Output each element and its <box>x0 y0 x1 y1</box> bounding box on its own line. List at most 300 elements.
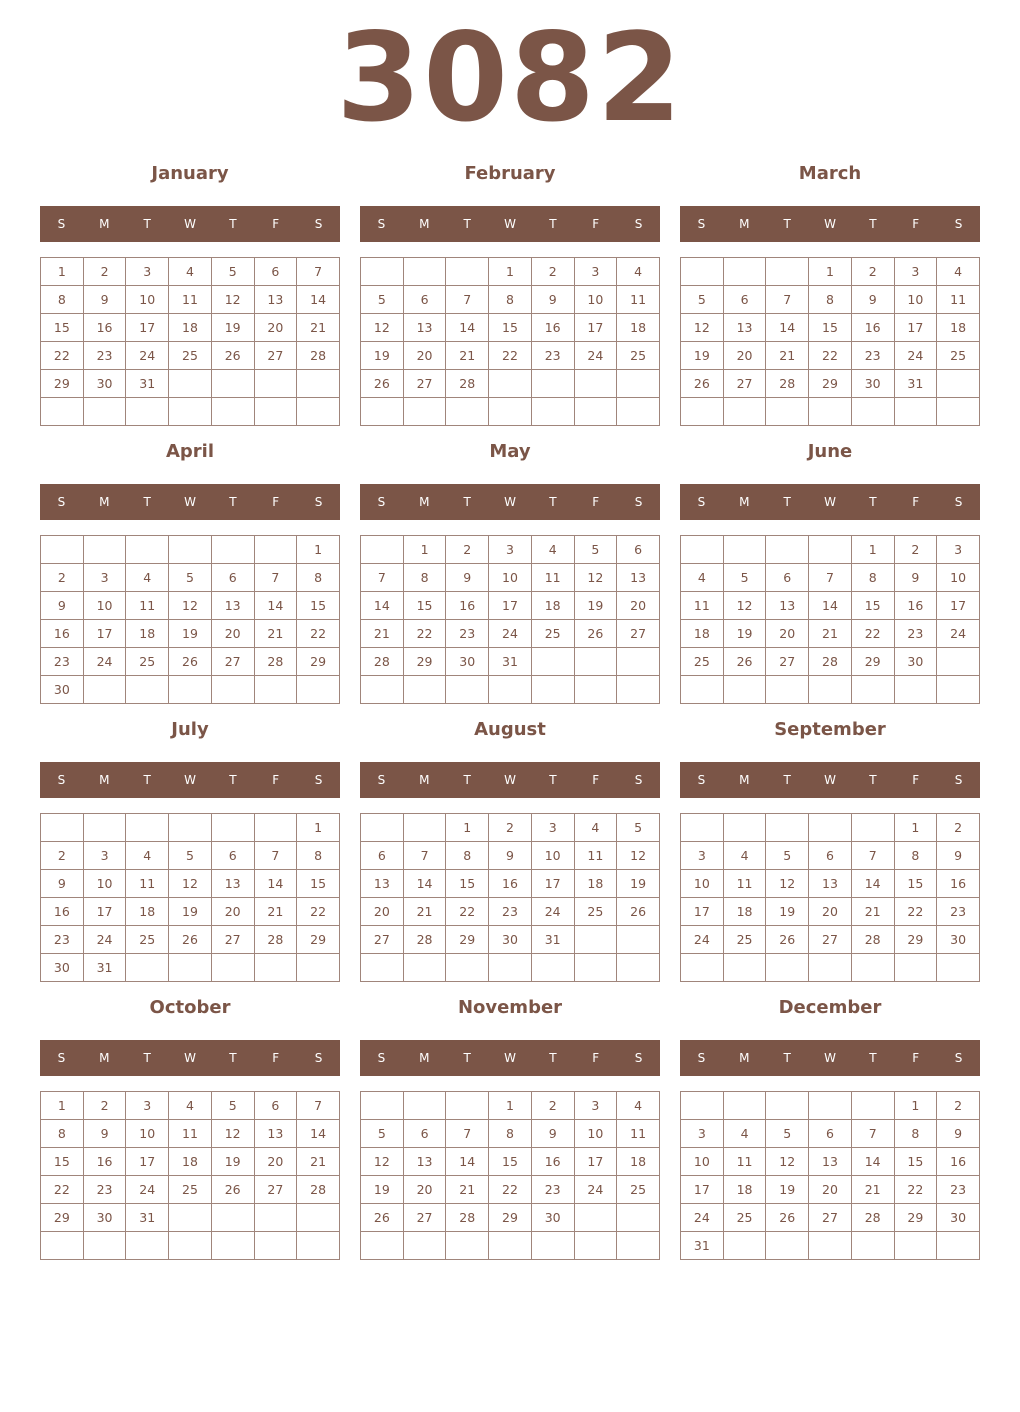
weekday-label: F <box>912 1051 920 1065</box>
day-cell: 17 <box>83 620 126 648</box>
day-cell <box>41 536 84 564</box>
day-cell <box>254 1232 297 1260</box>
day-cell: 17 <box>126 1148 169 1176</box>
day-cell <box>617 1232 660 1260</box>
weekday-label: F <box>272 773 280 787</box>
day-cell: 21 <box>254 620 297 648</box>
week-row <box>681 676 980 704</box>
day-cell: 1 <box>809 258 852 286</box>
day-cell: 19 <box>766 898 809 926</box>
week-row <box>41 370 340 398</box>
weekday-label: M <box>419 773 430 787</box>
weekday-header <box>360 206 660 242</box>
day-cell <box>809 954 852 982</box>
day-cell: 13 <box>211 870 254 898</box>
day-cell: 5 <box>681 286 724 314</box>
day-cell <box>403 1092 446 1120</box>
day-cell: 16 <box>851 314 894 342</box>
weekday-label: T <box>783 773 791 787</box>
day-cell: 26 <box>361 370 404 398</box>
day-cell: 8 <box>851 564 894 592</box>
day-cell: 31 <box>894 370 937 398</box>
week-row <box>361 1232 660 1260</box>
day-cell: 28 <box>297 1176 340 1204</box>
day-cell: 4 <box>531 536 574 564</box>
day-cell: 23 <box>851 342 894 370</box>
week-row <box>41 564 340 592</box>
week-row <box>361 258 660 286</box>
day-grid <box>40 257 340 426</box>
day-cell: 10 <box>83 870 126 898</box>
day-cell: 9 <box>83 286 126 314</box>
weekday-label: W <box>504 1051 516 1065</box>
day-cell: 29 <box>41 370 84 398</box>
day-cell: 7 <box>446 286 489 314</box>
day-cell: 28 <box>446 370 489 398</box>
day-cell: 12 <box>723 592 766 620</box>
day-cell <box>489 1232 532 1260</box>
day-cell: 24 <box>83 648 126 676</box>
day-cell: 25 <box>617 1176 660 1204</box>
day-cell <box>809 536 852 564</box>
day-cell: 8 <box>894 1120 937 1148</box>
day-cell: 2 <box>851 258 894 286</box>
day-cell: 7 <box>254 842 297 870</box>
day-cell: 19 <box>361 1176 404 1204</box>
day-cell: 21 <box>851 1176 894 1204</box>
weekday-label: T <box>143 217 151 231</box>
day-cell: 5 <box>211 1092 254 1120</box>
day-cell: 11 <box>169 1120 212 1148</box>
day-cell: 13 <box>254 286 297 314</box>
weekday-label: S <box>697 217 706 231</box>
day-cell: 16 <box>937 1148 980 1176</box>
day-cell: 15 <box>446 870 489 898</box>
day-cell <box>211 1204 254 1232</box>
week-row <box>41 314 340 342</box>
day-cell: 29 <box>851 648 894 676</box>
day-cell <box>489 370 532 398</box>
weekday-label: T <box>229 217 237 231</box>
day-cell: 24 <box>83 926 126 954</box>
weekday-label: T <box>463 217 471 231</box>
day-cell: 26 <box>169 648 212 676</box>
week-row <box>361 648 660 676</box>
day-cell <box>446 1092 489 1120</box>
day-cell: 14 <box>851 870 894 898</box>
month-name: September <box>774 719 886 740</box>
weekday-label: T <box>143 773 151 787</box>
day-cell: 30 <box>41 954 84 982</box>
day-cell: 21 <box>361 620 404 648</box>
day-cell <box>297 954 340 982</box>
day-cell: 3 <box>83 564 126 592</box>
day-cell: 8 <box>809 286 852 314</box>
day-cell <box>446 954 489 982</box>
day-cell: 26 <box>361 1204 404 1232</box>
weekday-label: S <box>377 495 386 509</box>
day-cell: 29 <box>894 1204 937 1232</box>
day-cell <box>403 814 446 842</box>
week-row <box>681 648 980 676</box>
day-cell: 29 <box>297 648 340 676</box>
day-cell: 25 <box>723 1204 766 1232</box>
day-cell: 7 <box>297 1092 340 1120</box>
day-cell: 6 <box>809 842 852 870</box>
day-cell <box>937 370 980 398</box>
week-row <box>361 370 660 398</box>
day-cell <box>809 1232 852 1260</box>
day-cell: 24 <box>681 1204 724 1232</box>
weekday-label: T <box>229 1051 237 1065</box>
day-cell: 11 <box>169 286 212 314</box>
week-row <box>681 1232 980 1260</box>
day-cell <box>446 258 489 286</box>
day-cell: 18 <box>126 620 169 648</box>
day-cell: 18 <box>169 314 212 342</box>
day-cell: 16 <box>489 870 532 898</box>
day-cell: 6 <box>254 258 297 286</box>
day-cell: 13 <box>809 1148 852 1176</box>
day-cell: 14 <box>851 1148 894 1176</box>
weekday-label: S <box>954 1051 963 1065</box>
day-cell: 2 <box>531 258 574 286</box>
day-cell: 6 <box>809 1120 852 1148</box>
day-cell: 24 <box>126 342 169 370</box>
day-grid <box>40 535 340 704</box>
day-cell: 11 <box>574 842 617 870</box>
day-cell: 3 <box>531 814 574 842</box>
weekday-label: S <box>57 495 66 509</box>
day-cell: 1 <box>297 814 340 842</box>
day-cell: 20 <box>766 620 809 648</box>
day-cell: 28 <box>766 370 809 398</box>
week-row <box>681 536 980 564</box>
week-row <box>681 370 980 398</box>
day-cell: 16 <box>531 1148 574 1176</box>
day-cell <box>766 1092 809 1120</box>
day-cell: 10 <box>574 1120 617 1148</box>
day-cell <box>169 814 212 842</box>
day-cell: 11 <box>617 1120 660 1148</box>
day-cell: 29 <box>809 370 852 398</box>
day-cell: 11 <box>126 870 169 898</box>
week-row <box>361 1204 660 1232</box>
day-cell: 19 <box>681 342 724 370</box>
day-cell: 30 <box>894 648 937 676</box>
day-cell: 3 <box>937 536 980 564</box>
day-cell <box>446 398 489 426</box>
day-cell: 22 <box>446 898 489 926</box>
day-cell: 29 <box>403 648 446 676</box>
weekday-label: S <box>57 1051 66 1065</box>
day-grid <box>40 1091 340 1260</box>
day-cell: 27 <box>361 926 404 954</box>
day-cell: 4 <box>126 842 169 870</box>
day-cell <box>766 258 809 286</box>
day-cell <box>254 1204 297 1232</box>
day-cell: 5 <box>361 286 404 314</box>
week-row <box>361 1092 660 1120</box>
day-cell: 17 <box>894 314 937 342</box>
day-cell: 9 <box>937 842 980 870</box>
week-row <box>681 1148 980 1176</box>
day-cell <box>126 954 169 982</box>
day-cell: 30 <box>446 648 489 676</box>
week-row <box>361 564 660 592</box>
day-cell <box>531 676 574 704</box>
day-cell <box>851 676 894 704</box>
day-cell: 16 <box>83 1148 126 1176</box>
weekday-label: S <box>314 773 323 787</box>
day-cell: 20 <box>723 342 766 370</box>
weekday-label: S <box>697 1051 706 1065</box>
day-cell <box>574 926 617 954</box>
day-cell: 13 <box>766 592 809 620</box>
day-cell <box>361 398 404 426</box>
day-cell <box>574 1204 617 1232</box>
day-cell <box>809 814 852 842</box>
day-cell: 15 <box>297 870 340 898</box>
day-cell: 28 <box>254 648 297 676</box>
day-cell <box>894 398 937 426</box>
week-row <box>681 814 980 842</box>
day-cell: 13 <box>403 1148 446 1176</box>
day-cell: 14 <box>297 286 340 314</box>
day-cell: 6 <box>211 564 254 592</box>
day-cell: 30 <box>531 1204 574 1232</box>
day-cell: 15 <box>41 314 84 342</box>
day-cell <box>254 954 297 982</box>
weekday-label: W <box>504 217 516 231</box>
week-row <box>681 258 980 286</box>
day-cell <box>254 398 297 426</box>
day-cell: 24 <box>681 926 724 954</box>
day-cell: 11 <box>681 592 724 620</box>
day-cell: 12 <box>211 1120 254 1148</box>
week-row <box>41 676 340 704</box>
day-cell: 15 <box>489 1148 532 1176</box>
weekday-label: M <box>419 217 430 231</box>
day-cell: 6 <box>766 564 809 592</box>
week-row <box>681 1120 980 1148</box>
day-cell: 22 <box>489 1176 532 1204</box>
day-cell: 1 <box>489 258 532 286</box>
day-grid <box>360 535 660 704</box>
weekday-header <box>360 762 660 798</box>
day-cell: 30 <box>851 370 894 398</box>
day-cell: 14 <box>403 870 446 898</box>
day-cell: 6 <box>617 536 660 564</box>
day-cell: 21 <box>297 1148 340 1176</box>
day-cell <box>126 536 169 564</box>
day-cell: 19 <box>211 314 254 342</box>
day-cell: 23 <box>937 1176 980 1204</box>
day-cell: 17 <box>574 314 617 342</box>
day-cell: 19 <box>211 1148 254 1176</box>
weekday-label: S <box>954 217 963 231</box>
day-cell <box>574 398 617 426</box>
weekday-label: F <box>272 1051 280 1065</box>
day-cell: 18 <box>126 898 169 926</box>
day-cell: 27 <box>403 370 446 398</box>
day-cell <box>41 814 84 842</box>
weekday-label: T <box>463 773 471 787</box>
weekday-label: S <box>634 1051 643 1065</box>
weekday-label: T <box>549 495 557 509</box>
day-cell: 2 <box>83 1092 126 1120</box>
day-cell: 1 <box>297 536 340 564</box>
month-name: April <box>165 441 215 462</box>
week-row <box>361 1148 660 1176</box>
day-cell <box>681 536 724 564</box>
weekday-label: T <box>869 217 877 231</box>
day-cell: 4 <box>169 258 212 286</box>
weekday-header <box>680 1040 980 1076</box>
day-cell <box>403 1232 446 1260</box>
day-cell: 21 <box>254 898 297 926</box>
day-cell <box>766 676 809 704</box>
week-row <box>41 648 340 676</box>
day-cell: 3 <box>126 1092 169 1120</box>
weekday-label: M <box>739 1051 750 1065</box>
day-cell <box>617 676 660 704</box>
day-cell: 14 <box>297 1120 340 1148</box>
weekday-label: W <box>824 217 836 231</box>
day-cell: 14 <box>809 592 852 620</box>
weekday-label: W <box>184 217 196 231</box>
day-cell: 11 <box>126 592 169 620</box>
weekday-label: T <box>463 495 471 509</box>
week-row <box>361 926 660 954</box>
day-cell <box>723 814 766 842</box>
day-cell: 10 <box>681 1148 724 1176</box>
week-row <box>41 620 340 648</box>
day-cell: 21 <box>446 1176 489 1204</box>
day-cell: 9 <box>41 592 84 620</box>
month-name: January <box>151 163 229 184</box>
day-cell: 23 <box>41 926 84 954</box>
day-cell: 30 <box>937 1204 980 1232</box>
day-cell <box>211 536 254 564</box>
week-row <box>41 954 340 982</box>
day-cell: 4 <box>617 1092 660 1120</box>
day-cell: 22 <box>809 342 852 370</box>
day-cell <box>126 1232 169 1260</box>
week-row <box>361 814 660 842</box>
day-cell: 24 <box>937 620 980 648</box>
day-cell: 15 <box>41 1148 84 1176</box>
day-cell <box>361 536 404 564</box>
week-row <box>41 1176 340 1204</box>
day-cell <box>574 954 617 982</box>
day-cell <box>489 398 532 426</box>
week-row <box>681 870 980 898</box>
day-cell: 2 <box>894 536 937 564</box>
day-cell: 27 <box>254 1176 297 1204</box>
day-cell: 17 <box>531 870 574 898</box>
day-cell: 25 <box>126 926 169 954</box>
day-cell <box>617 370 660 398</box>
weekday-label: W <box>184 773 196 787</box>
week-row <box>41 1232 340 1260</box>
weekday-label: S <box>377 773 386 787</box>
week-row <box>361 286 660 314</box>
weekday-label: S <box>634 495 643 509</box>
day-cell: 15 <box>403 592 446 620</box>
week-row <box>681 286 980 314</box>
day-cell: 18 <box>617 314 660 342</box>
day-cell <box>681 1092 724 1120</box>
day-cell <box>489 676 532 704</box>
day-cell: 12 <box>574 564 617 592</box>
day-cell: 19 <box>169 620 212 648</box>
weekday-label: M <box>99 773 110 787</box>
day-cell <box>83 398 126 426</box>
day-cell: 20 <box>617 592 660 620</box>
weekday-label: S <box>634 773 643 787</box>
day-cell: 3 <box>681 1120 724 1148</box>
day-cell: 7 <box>297 258 340 286</box>
day-cell: 28 <box>297 342 340 370</box>
day-cell <box>937 1232 980 1260</box>
day-cell <box>766 954 809 982</box>
day-cell: 10 <box>937 564 980 592</box>
weekday-label: F <box>272 217 280 231</box>
day-cell <box>169 398 212 426</box>
day-cell: 21 <box>766 342 809 370</box>
day-cell: 20 <box>809 898 852 926</box>
day-cell <box>894 954 937 982</box>
day-cell: 5 <box>766 1120 809 1148</box>
day-cell: 4 <box>723 1120 766 1148</box>
day-cell: 19 <box>617 870 660 898</box>
day-cell: 18 <box>169 1148 212 1176</box>
day-cell: 16 <box>531 314 574 342</box>
day-cell: 3 <box>574 1092 617 1120</box>
weekday-label: M <box>99 217 110 231</box>
weekday-label: F <box>912 495 920 509</box>
day-cell: 3 <box>126 258 169 286</box>
day-cell: 14 <box>766 314 809 342</box>
day-cell: 4 <box>169 1092 212 1120</box>
day-cell: 25 <box>681 648 724 676</box>
day-cell <box>809 398 852 426</box>
week-row <box>681 954 980 982</box>
day-cell: 28 <box>809 648 852 676</box>
day-cell: 24 <box>574 342 617 370</box>
day-cell: 24 <box>894 342 937 370</box>
day-cell: 3 <box>83 842 126 870</box>
day-cell <box>254 676 297 704</box>
day-cell <box>403 676 446 704</box>
weekday-label: T <box>783 217 791 231</box>
day-cell: 4 <box>723 842 766 870</box>
day-cell: 27 <box>617 620 660 648</box>
day-cell <box>297 370 340 398</box>
day-cell: 6 <box>254 1092 297 1120</box>
weekday-label: M <box>739 217 750 231</box>
weekday-header <box>40 1040 340 1076</box>
day-grid <box>360 257 660 426</box>
weekday-label: W <box>824 1051 836 1065</box>
day-cell <box>211 398 254 426</box>
week-row <box>41 342 340 370</box>
day-cell <box>723 676 766 704</box>
day-cell: 13 <box>809 870 852 898</box>
day-cell <box>937 676 980 704</box>
day-cell: 2 <box>446 536 489 564</box>
